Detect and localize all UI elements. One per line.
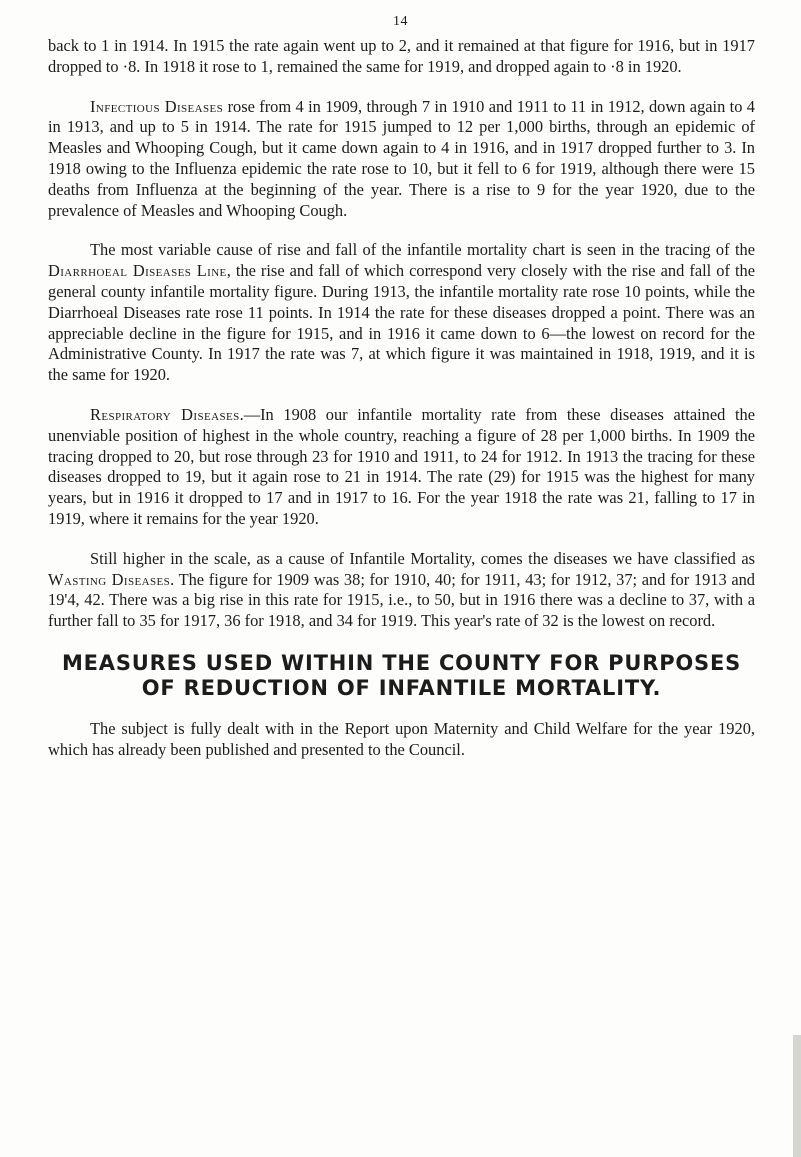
paragraph-infectious-diseases [48,97,755,222]
paragraph-diarrhoeal-diseases [48,240,755,386]
paragraph-text: .—In 1908 our infantile mortality rate from these diseases attained the unenviable position of highest in the whole country, reaching a figure of 28 per 1,000 births. In 1909 the tracing dropped to 20, but rose through 23 for 1910 and 1911, to 24 for 1912. In 1913 the tracing for these diseases dropped to 19, but it again rose to 21 in 1914. The rate (29) for 1915 was the highest for many years, but in 1916 it dropped to 17 and in 1917 to 16. For the year 1918 the rate was 21, falling to 17 in 1919, where it remains for the year 1920. [48,404,755,528]
paragraph-wasting-diseases [48,549,755,632]
paragraph-text: rose from 4 in 1909, through 7 in 1910 and 1911 to 11 in 1912, down again to 4 in 1913, and up to 5 in 1914. The rate for 1915 jumped to 12 per 1,000 births, through an epidemic of Measles and Whooping Cough, but it came down again to 4 in 1916, and in 1917 dropped further to 3. In 1918 owing to the Influenza epidemic the rate rose to 10, but it fell to 6 for 1919, although there were 15 deaths from Influenza at the beginning of the year. There is a rise to 9 for the year 1920, due to the prevalence of Measles and Whooping Cough. [48,96,755,220]
section-heading-line-1: MEASURES USED WITHIN THE COUNTY FOR PURPOSES [61,650,742,675]
paragraph-continuation [48,36,755,78]
paragraph-closing [48,719,755,761]
section-heading [48,651,755,701]
section-lead-wasting-diseases: Wasting Diseases [48,569,171,589]
report-body [48,36,755,780]
paragraph-text: back to 1 in 1914. In 1915 the rate again went up to 2, and it remained at that figure for 1916, but in 1917 dropped to ·8. In 1918 it rose to 1, remained the same for 1919, and dropped again to ·8 in 1920. [48,36,755,76]
paragraph-text-intro: The most variable cause of rise and fall of the infantile mortality chart is seen in the tracing of the [90,240,755,260]
section-lead-infectious-diseases: Infectious Diseases [90,96,224,116]
paragraph-text: . The figure for 1909 was 38; for 1910, 40; for 1911, 43; for 1912, 37; and for 1913 and 19'4, 42. There was a big rise in this rate for 1915, i.e., to 50, but in 1916 there was a decline to 37, with a further fall to 35 for 1917, 36 for 1918, and 34 for 1919. This year's rate of 32 is the lowest on record. [48,569,755,631]
section-lead-respiratory-diseases: Respiratory Diseases [90,404,240,424]
paragraph-text-intro: Still higher in the scale, as a cause of Infantile Mortality, comes the diseases we have classified as [90,548,755,568]
scan-edge-shadow [793,1035,801,1157]
paragraph-respiratory-diseases [48,405,755,530]
section-heading-line-2: OF REDUCTION OF INFANTILE MORTALITY. [141,675,662,700]
section-lead-diarrhoeal-diseases: Diarrhoeal Diseases Line [48,261,227,281]
page-number: 14 [393,14,408,29]
paragraph-text: The subject is fully dealt with in the Report upon Maternity and Child Welfare for the year 1920, which has already been published and presented to the Council. [48,718,755,759]
paragraph-text: , the rise and fall of which correspond very closely with the rise and fall of the general county infantile mortality figure. During 1913, the infantile mortality rate rose 10 points, while the Diarrhoeal Diseases rate rose 11 points. In 1914 the rate for these diseases dropped a point. There was an appreciable decline in the figure for 1915, and in 1916 it came down to 6—the lowest on record for the Administrative County. In 1917 the rate was 7, at which figure it was maintained in 1918, 1919, and it is the same for 1920. [48,261,756,385]
